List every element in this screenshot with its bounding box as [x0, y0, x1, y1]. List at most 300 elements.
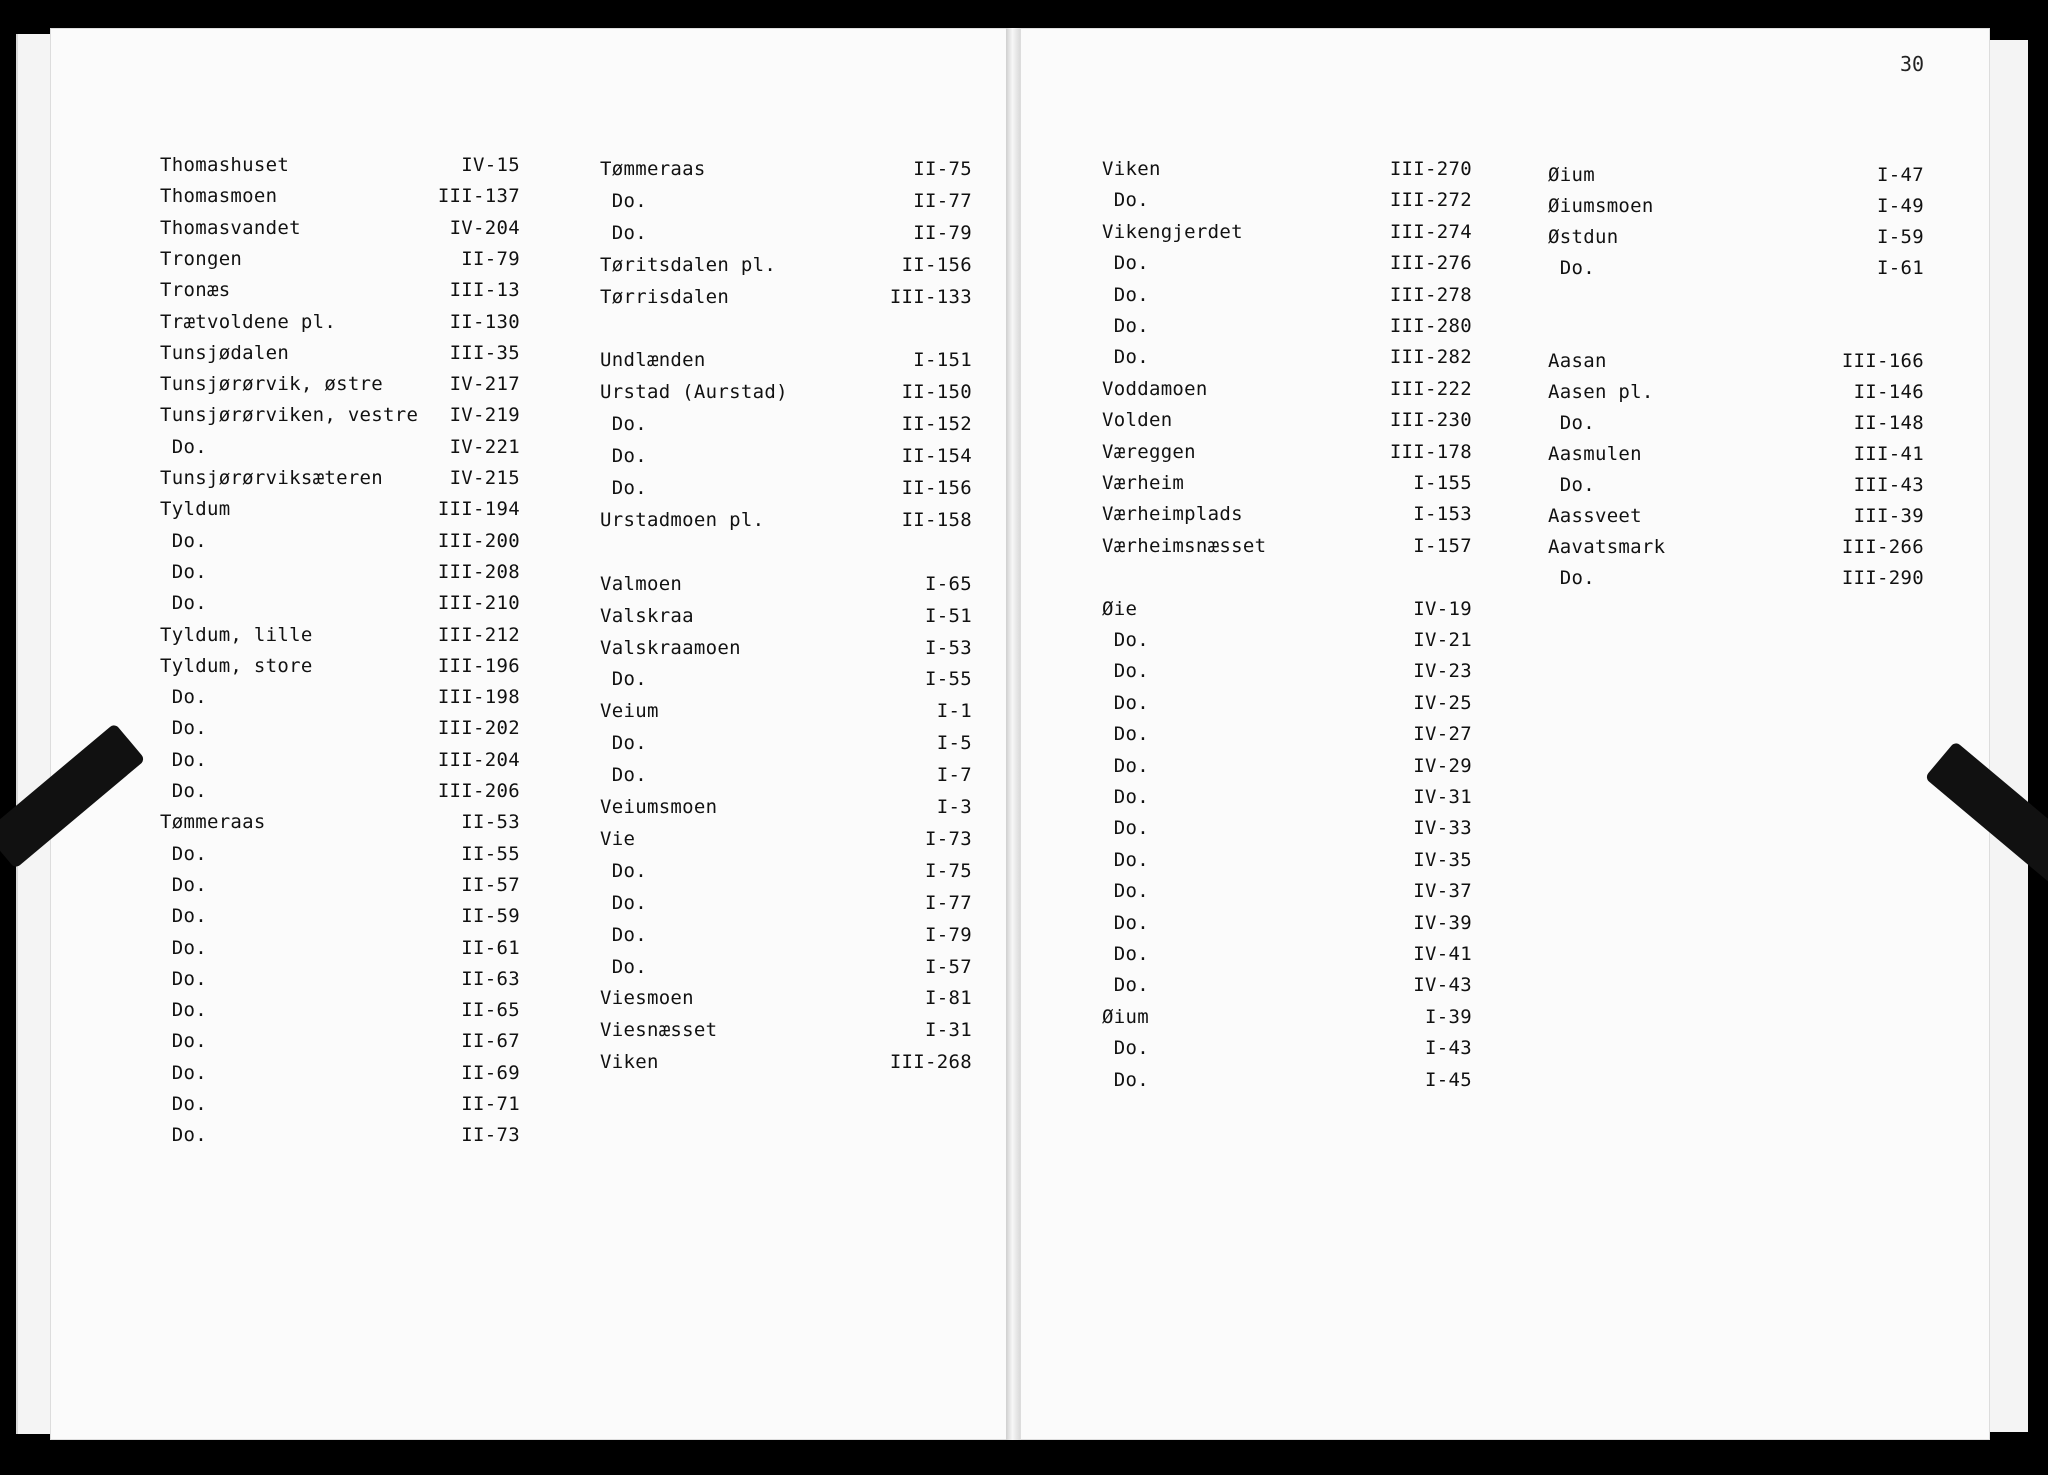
entry-name: Tømmeraas [600, 158, 706, 180]
index-entry [160, 592, 520, 622]
entry-reference: II-152 [901, 413, 972, 436]
entry-reference: II-79 [461, 247, 520, 270]
entry-name: Do. [600, 732, 647, 755]
entry-reference: III-178 [1389, 440, 1472, 463]
index-entry [600, 700, 972, 730]
index-entry [1102, 598, 1472, 628]
entry-reference: II-148 [1853, 412, 1924, 434]
index-entry [160, 874, 520, 904]
entry-name: Veiumsmoen [600, 796, 718, 818]
entry-name: Do. [1102, 315, 1149, 337]
entry-name: Do. [1102, 974, 1149, 997]
index-entry [160, 843, 520, 873]
entry-reference: III-268 [889, 1051, 972, 1074]
entry-reference: II-69 [461, 1061, 520, 1084]
entry-reference: IV-23 [1413, 660, 1472, 683]
index-entry [1102, 472, 1472, 502]
index-entry [160, 1030, 520, 1060]
entry-reference: I-61 [1877, 257, 1924, 279]
entry-reference: IV-35 [1413, 848, 1472, 871]
entry-name: Do. [160, 873, 207, 896]
entry-reference: I-49 [1877, 195, 1924, 217]
entry-reference: I-153 [1413, 503, 1472, 526]
entry-name: Tømmeraas [160, 811, 266, 834]
index-entry [160, 937, 520, 967]
entry-reference: III-282 [1389, 346, 1472, 369]
entry-name: Valmoen [600, 572, 683, 595]
entry-name: Do. [1102, 754, 1149, 777]
index-entry [600, 764, 972, 794]
entry-name: Do. [600, 413, 647, 436]
entry-name: Do. [1102, 189, 1149, 212]
entry-reference: IV-15 [461, 154, 520, 176]
index-entry [1548, 257, 1924, 287]
index-entry [600, 286, 972, 316]
entry-name: Do. [600, 668, 647, 691]
entry-reference: II-77 [913, 189, 972, 212]
index-entry [1102, 723, 1472, 753]
entry-name: Vikengjerdet [1102, 220, 1243, 243]
entry-reference: III-204 [437, 748, 520, 771]
entry-name: Vie [600, 827, 636, 850]
index-entry [600, 349, 972, 379]
entry-reference: I-65 [925, 572, 972, 595]
index-entry [600, 254, 972, 284]
index-entry [160, 1062, 520, 1092]
entry-name: Do. [160, 1030, 207, 1053]
index-entry [600, 924, 972, 954]
index-entry [1102, 786, 1472, 816]
entry-reference: IV-33 [1413, 817, 1472, 840]
index-entry [600, 892, 972, 922]
entry-name: Aavatsmark [1548, 536, 1666, 558]
entry-reference: III-212 [437, 623, 520, 646]
index-entry [1102, 535, 1472, 565]
index-entry [600, 445, 972, 475]
entry-reference: I-75 [925, 859, 972, 882]
entry-name: Tronæs [160, 279, 231, 302]
index-entry [160, 154, 520, 184]
entry-reference: I-77 [925, 891, 972, 914]
index-entry [1102, 755, 1472, 785]
entry-reference: I-3 [936, 796, 972, 818]
index-entry [160, 999, 520, 1029]
index-entry [600, 605, 972, 635]
index-entry [600, 381, 972, 411]
entry-name: Volden [1102, 409, 1173, 432]
index-entry [160, 217, 520, 247]
index-entry [600, 477, 972, 507]
entry-name: Do. [1548, 567, 1595, 589]
entry-reference: II-154 [901, 445, 972, 468]
entry-name: Do. [1102, 943, 1149, 965]
entry-name: Do. [1102, 629, 1149, 651]
index-entry [600, 668, 972, 698]
index-entry [160, 373, 520, 403]
index-entry [1102, 1006, 1472, 1036]
entry-reference: I-7 [936, 764, 972, 787]
entry-name: Do. [600, 955, 647, 978]
entry-name: Thomasmoen [160, 185, 278, 208]
entry-name: Trætvoldene pl. [160, 310, 337, 333]
entry-reference: II-67 [461, 1030, 520, 1053]
index-entry [600, 222, 972, 252]
entry-reference: III-280 [1389, 315, 1472, 337]
entry-reference: II-130 [449, 310, 520, 333]
entry-reference: IV-219 [449, 404, 520, 427]
entry-name: Do. [600, 764, 647, 787]
entry-reference: I-79 [925, 923, 972, 946]
index-entry [160, 561, 520, 591]
entry-reference: IV-39 [1413, 911, 1472, 934]
entry-reference: I-1 [936, 700, 972, 723]
index-entry [1102, 880, 1472, 910]
entry-name: Væreggen [1102, 440, 1196, 463]
entry-name: Aasan [1548, 350, 1607, 372]
entry-reference: III-274 [1389, 220, 1472, 243]
entry-reference: II-71 [461, 1093, 520, 1115]
index-entry [1548, 350, 1924, 380]
index-entry [160, 498, 520, 528]
entry-name: Værheimplads [1102, 503, 1243, 526]
index-entry [160, 655, 520, 685]
entry-reference: I-47 [1877, 164, 1924, 186]
entry-name: Tunsjødalen [160, 341, 290, 364]
entry-reference: II-150 [901, 381, 972, 404]
entry-name: Urstad (Aurstad) [600, 381, 788, 404]
entry-name: Voddamoen [1102, 377, 1208, 400]
entry-name: Tunsjørørviksæteren [160, 467, 384, 489]
entry-reference: III-41 [1853, 443, 1924, 465]
entry-name: Øiumsmoen [1548, 195, 1654, 217]
entry-reference: II-65 [461, 999, 520, 1022]
entry-reference: I-39 [1425, 1005, 1472, 1028]
entry-name: Undlænden [600, 349, 706, 372]
entry-name: Do. [600, 859, 647, 882]
index-entry [600, 732, 972, 762]
entry-reference: I-45 [1425, 1068, 1472, 1091]
entry-name: Viken [600, 1051, 659, 1074]
index-entry [1548, 319, 1924, 349]
entry-reference: III-13 [449, 279, 520, 302]
entry-name: Øie [1102, 597, 1138, 620]
entry-reference: IV-43 [1413, 974, 1472, 997]
entry-name: Tyldum, store [160, 654, 313, 677]
index-entry [160, 530, 520, 560]
index-entry [600, 1019, 972, 1049]
index-entry [160, 905, 520, 935]
entry-reference: III-272 [1389, 189, 1472, 212]
entry-name: Do. [1548, 412, 1595, 434]
index-entry [1102, 566, 1472, 596]
index-entry [1102, 817, 1472, 847]
entry-reference: III-270 [1389, 158, 1472, 180]
index-entry [1102, 503, 1472, 533]
entry-reference: I-31 [925, 1019, 972, 1042]
index-entry [600, 956, 972, 986]
index-entry [160, 686, 520, 716]
entry-name: Do. [600, 477, 647, 499]
entry-name: Tunsjørørvik, østre [160, 373, 384, 396]
index-entry [1102, 1037, 1472, 1067]
entry-reference: III-133 [889, 285, 972, 308]
entry-reference: III-266 [1841, 536, 1924, 558]
entry-name: Tunsjørørviken, vestre [160, 404, 419, 427]
entry-name: Do. [160, 967, 207, 990]
entry-reference: I-73 [925, 827, 972, 850]
entry-name: Do. [1102, 723, 1149, 746]
entry-reference: IV-221 [449, 435, 520, 458]
index-entry [1102, 315, 1472, 345]
entry-reference: III-206 [437, 780, 520, 802]
index-entry [1102, 158, 1472, 188]
entry-reference: I-155 [1413, 472, 1472, 494]
index-entry [1102, 629, 1472, 659]
entry-name: Tørrisdalen [600, 285, 730, 308]
entry-reference: III-202 [437, 717, 520, 740]
entry-name: Do. [1102, 660, 1149, 683]
entry-name: Do. [600, 189, 647, 212]
entry-reference: II-55 [461, 842, 520, 865]
entry-name: Do. [1102, 1068, 1149, 1091]
entry-reference: I-53 [925, 636, 972, 659]
entry-name: Do. [600, 221, 647, 244]
index-entry [600, 158, 972, 188]
entry-name: Do. [1102, 252, 1149, 275]
entry-name: Do. [160, 529, 207, 552]
index-entry [160, 279, 520, 309]
index-entry [1548, 381, 1924, 411]
entry-name: Øium [1102, 1005, 1149, 1028]
index-entry [600, 318, 972, 348]
entry-name: Do. [1102, 1037, 1149, 1060]
index-entry [160, 342, 520, 372]
entry-name: Do. [1102, 880, 1149, 903]
entry-reference: I-51 [925, 604, 972, 627]
index-entry [1102, 189, 1472, 219]
index-entry [1548, 474, 1924, 504]
entry-name: Do. [160, 592, 207, 615]
entry-name: Do. [1102, 848, 1149, 871]
entry-reference: III-194 [437, 498, 520, 521]
entry-reference: II-79 [913, 221, 972, 244]
index-entry [600, 413, 972, 443]
index-entry [1548, 195, 1924, 225]
index-entry [1548, 288, 1924, 318]
entry-reference: II-61 [461, 936, 520, 959]
entry-reference: III-278 [1389, 283, 1472, 306]
entry-reference: III-290 [1841, 567, 1924, 589]
entry-name: Tyldum, lille [160, 623, 313, 646]
entry-reference: II-146 [1853, 381, 1924, 403]
index-entry [600, 796, 972, 826]
entry-name: Viesnæsset [600, 1019, 718, 1042]
index-entry [600, 190, 972, 220]
entry-reference: II-158 [901, 508, 972, 531]
entry-reference: II-63 [461, 967, 520, 990]
entry-name: Østdun [1548, 226, 1619, 248]
index-entry [1102, 378, 1472, 408]
entry-name: Do. [1102, 911, 1149, 934]
index-entry [160, 404, 520, 434]
entry-name: Do. [1102, 691, 1149, 714]
entry-reference: IV-19 [1413, 597, 1472, 620]
index-entry [1102, 409, 1472, 439]
entry-name: Do. [1548, 474, 1595, 496]
entry-reference: III-137 [437, 185, 520, 208]
index-entry [1102, 1069, 1472, 1099]
entry-reference: IV-27 [1413, 723, 1472, 746]
index-entry [160, 811, 520, 841]
entry-reference: III-198 [437, 686, 520, 709]
entry-reference: IV-25 [1413, 691, 1472, 714]
entry-name: Do. [1548, 257, 1595, 279]
entry-reference: IV-41 [1413, 943, 1472, 965]
entry-name: Do. [160, 780, 207, 802]
index-entry [600, 987, 972, 1017]
entry-name: Do. [600, 891, 647, 914]
entry-reference: I-57 [925, 955, 972, 978]
entry-reference: I-5 [936, 732, 972, 755]
entry-reference: II-59 [461, 905, 520, 928]
entry-name: Viesmoen [600, 987, 694, 1010]
entry-reference: II-73 [461, 1124, 520, 1147]
entry-name: Do. [1102, 283, 1149, 306]
entry-name: Do. [1102, 786, 1149, 808]
index-entry [1102, 284, 1472, 314]
entry-reference: III-276 [1389, 252, 1472, 275]
entry-name: Aasen pl. [1548, 381, 1654, 403]
entry-name: Do. [160, 717, 207, 740]
entry-name: Thomasvandet [160, 216, 301, 239]
entry-name: Do. [160, 1124, 207, 1147]
entry-reference: III-43 [1853, 474, 1924, 496]
entry-reference: IV-37 [1413, 880, 1472, 903]
entry-reference: IV-204 [449, 216, 520, 239]
index-entry [1102, 692, 1472, 722]
entry-name: Aasmulen [1548, 443, 1642, 465]
entry-name: Tyldum [160, 498, 231, 521]
entry-name: Do. [160, 1061, 207, 1084]
entry-name: Aassveet [1548, 505, 1642, 527]
entry-name: Do. [160, 936, 207, 959]
entry-reference: II-57 [461, 873, 520, 896]
index-entry [1548, 412, 1924, 442]
entry-name: Tøritsdalen pl. [600, 253, 777, 276]
entry-reference: IV-21 [1413, 629, 1472, 651]
page-number: 30 [1900, 52, 1925, 76]
entry-name: Do. [160, 842, 207, 865]
entry-name: Do. [1102, 817, 1149, 840]
entry-reference: I-59 [1877, 226, 1924, 248]
entry-name: Værheimsnæsset [1102, 534, 1267, 557]
entry-reference: I-43 [1425, 1037, 1472, 1060]
index-entry [1102, 943, 1472, 973]
entry-name: Valskraa [600, 604, 694, 627]
entry-name: Do. [600, 445, 647, 468]
index-entry [600, 541, 972, 571]
entry-reference: II-156 [901, 253, 972, 276]
entry-name: Do. [160, 748, 207, 771]
entry-name: Do. [1102, 346, 1149, 369]
entry-reference: III-39 [1853, 505, 1924, 527]
index-entry [160, 248, 520, 278]
entry-name: Veium [600, 700, 659, 723]
entry-reference: I-157 [1413, 534, 1472, 557]
index-entry [1548, 567, 1924, 597]
index-entry [160, 467, 520, 497]
index-entry [1102, 346, 1472, 376]
entry-name: Øium [1548, 164, 1595, 186]
entry-reference: III-208 [437, 560, 520, 583]
index-entry [160, 717, 520, 747]
entry-name: Thomashuset [160, 154, 290, 176]
index-entry [1102, 660, 1472, 690]
entry-reference: IV-217 [449, 373, 520, 396]
index-entry [1548, 164, 1924, 194]
entry-reference: III-35 [449, 341, 520, 364]
entry-reference: I-81 [925, 987, 972, 1010]
index-entry [600, 637, 972, 667]
entry-reference: II-156 [901, 477, 972, 499]
index-entry [1548, 226, 1924, 256]
index-entry [160, 311, 520, 341]
entry-reference: III-166 [1841, 350, 1924, 372]
index-entry [1548, 505, 1924, 535]
index-entry [160, 749, 520, 779]
entry-reference: IV-31 [1413, 786, 1472, 808]
entry-name: Valskraamoen [600, 636, 741, 659]
index-entry [160, 968, 520, 998]
entry-reference: II-75 [913, 158, 972, 180]
index-entry [160, 624, 520, 654]
entry-name: Urstadmoen pl. [600, 508, 765, 531]
index-entry [600, 828, 972, 858]
entry-name: Do. [160, 1093, 207, 1115]
entry-reference: IV-215 [449, 467, 520, 489]
entry-reference: III-210 [437, 592, 520, 615]
entry-name: Værheim [1102, 472, 1185, 494]
entry-reference: III-196 [437, 654, 520, 677]
entry-reference: III-222 [1389, 377, 1472, 400]
index-entry [1548, 443, 1924, 473]
entry-name: Do. [160, 905, 207, 928]
entry-reference: III-200 [437, 529, 520, 552]
index-entry [1102, 441, 1472, 471]
entry-reference: II-53 [461, 811, 520, 834]
entry-reference: I-151 [913, 349, 972, 372]
index-entry [600, 573, 972, 603]
entry-name: Do. [600, 923, 647, 946]
entry-name: Do. [160, 999, 207, 1022]
entry-reference: III-230 [1389, 409, 1472, 432]
index-entry [1102, 252, 1472, 282]
index-entry [160, 1124, 520, 1154]
index-entry [1102, 849, 1472, 879]
entry-name: Viken [1102, 158, 1161, 180]
index-entry [600, 1051, 972, 1081]
index-entry [600, 860, 972, 890]
entry-name: Do. [160, 686, 207, 709]
index-entry [1102, 221, 1472, 251]
index-entry [160, 780, 520, 810]
entry-name: Do. [160, 435, 207, 458]
index-entry [160, 436, 520, 466]
entry-reference: IV-29 [1413, 754, 1472, 777]
index-entry [1548, 536, 1924, 566]
entry-name: Do. [160, 560, 207, 583]
index-entry [600, 509, 972, 539]
